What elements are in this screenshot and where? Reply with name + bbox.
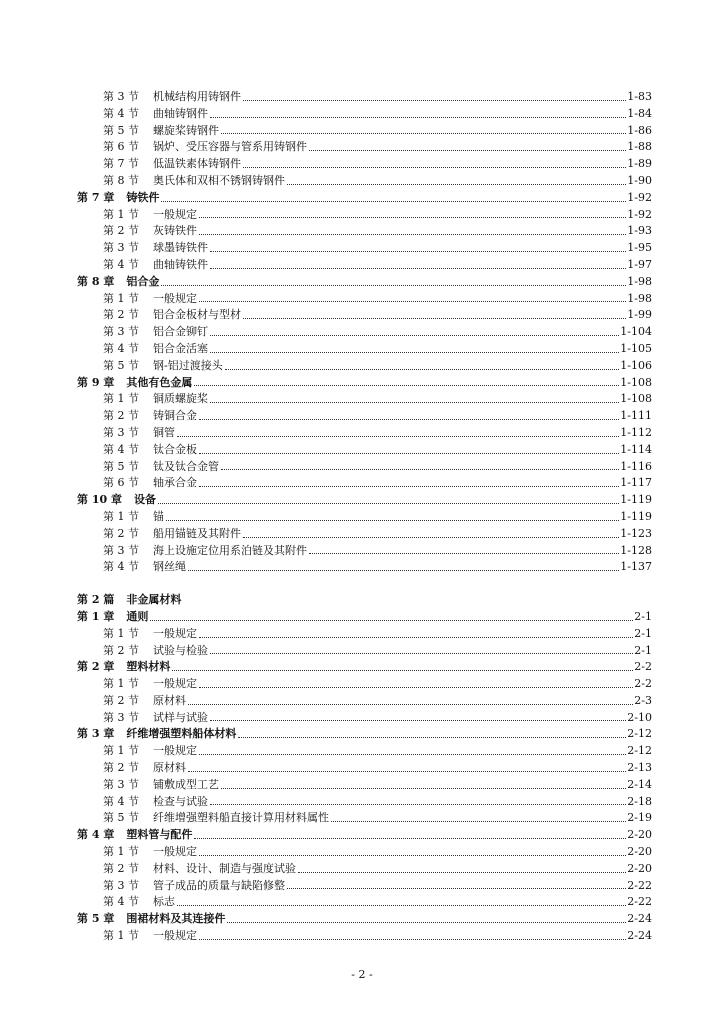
toc-section-entry[interactable] — [0, 676, 724, 693]
dot-leader — [199, 855, 626, 856]
toc-section-title: 低温铁素体铸钢件 — [153, 157, 241, 171]
toc-chapter-number: 第 5 章 — [77, 912, 115, 926]
toc-section-title: 原材料 — [153, 761, 186, 775]
toc-section-title: 管子成品的质量与缺陷修整 — [153, 878, 285, 892]
toc-chapter-number: 第 2 章 — [77, 660, 115, 674]
toc-chapter-entry[interactable] — [0, 659, 724, 676]
toc-page-number: 2-10 — [627, 710, 652, 724]
toc-page-number: 2-14 — [627, 777, 652, 791]
toc-section-entry[interactable] — [0, 777, 724, 794]
toc-chapter-entry[interactable] — [0, 274, 724, 291]
dot-leader — [199, 637, 633, 638]
toc-section-entry[interactable] — [0, 810, 724, 827]
toc-chapter-number: 第 9 章 — [77, 375, 115, 389]
toc-section-number: 第 1 节 — [103, 845, 139, 859]
toc-page-number: 1-114 — [620, 442, 652, 456]
dot-leader — [210, 402, 619, 403]
dot-leader — [221, 469, 619, 470]
toc-page-number: 1-104 — [620, 325, 652, 339]
toc-chapter-entry[interactable] — [0, 911, 724, 928]
toc-page-number: 1-112 — [620, 425, 652, 439]
toc-section-entry[interactable] — [0, 358, 724, 375]
toc-section-entry[interactable] — [0, 710, 724, 727]
toc-chapter-title: 围裙材料及其连接件 — [126, 912, 226, 926]
dot-leader — [210, 804, 626, 805]
toc-section-entry[interactable] — [0, 408, 724, 425]
toc-section-entry[interactable] — [0, 341, 724, 358]
toc-section-entry[interactable] — [0, 475, 724, 492]
toc-section-title: 一般规定 — [153, 626, 197, 640]
toc-page-number: 1-98 — [627, 274, 652, 288]
toc-section-title: 原材料 — [153, 693, 186, 707]
toc-page-number: 1-137 — [620, 560, 652, 574]
toc-page-number: 1-105 — [620, 341, 652, 355]
toc-section-title: 试样与试验 — [153, 710, 208, 724]
toc-section-number: 第 3 节 — [103, 90, 139, 103]
toc-section-entry[interactable] — [0, 878, 724, 895]
dot-leader — [188, 570, 619, 571]
toc-section-title: 曲轴铸钢件 — [153, 106, 208, 120]
toc-page-number: 1-128 — [620, 543, 652, 557]
toc-section-title: 铝合金活塞 — [153, 341, 208, 355]
dot-leader — [287, 184, 626, 185]
toc-chapter-title: 塑料材料 — [126, 660, 171, 674]
toc-section-title: 铜管 — [153, 425, 175, 439]
dot-leader — [166, 520, 619, 521]
toc-chapter-title: 设备 — [133, 493, 156, 507]
toc-section-entry[interactable] — [0, 240, 724, 257]
toc-section-entry[interactable] — [0, 794, 724, 811]
toc-part-title: 非金属材料 — [126, 593, 182, 607]
toc-section-number: 第 2 节 — [103, 308, 139, 322]
dot-leader — [210, 335, 619, 336]
toc-page-number: 1-111 — [620, 409, 652, 423]
dot-leader — [210, 268, 626, 269]
toc-page-number: 1-97 — [627, 257, 652, 271]
dot-leader — [199, 453, 619, 454]
toc-page-number: 1-92 — [627, 207, 652, 221]
toc-page-number: 1-93 — [627, 224, 652, 238]
toc-section-number: 第 4 节 — [103, 442, 139, 456]
table-of-contents — [0, 89, 724, 945]
toc-section-title: 一般规定 — [153, 291, 197, 305]
dot-leader — [309, 150, 626, 151]
toc-chapter-number: 第 1 章 — [77, 609, 115, 623]
dot-leader — [199, 301, 626, 302]
dot-leader — [227, 922, 626, 923]
toc-section-title: 奥氏体和双相不锈钢铸钢件 — [153, 173, 285, 187]
toc-chapter-title: 其他有色金属 — [126, 375, 193, 389]
toc-chapter-entry[interactable] — [0, 726, 724, 743]
dot-leader — [243, 537, 619, 538]
toc-section-title: 铝合金铆钉 — [153, 325, 208, 339]
toc-page-number: 1-106 — [620, 358, 652, 372]
dot-leader — [199, 486, 619, 487]
toc-page-number: 1-92 — [627, 190, 652, 204]
dot-leader — [194, 838, 626, 839]
toc-section-entry[interactable] — [0, 442, 724, 459]
toc-section-number: 第 6 节 — [103, 476, 139, 490]
toc-section-number: 第 2 节 — [103, 409, 139, 423]
toc-section-title: 铸铜合金 — [153, 409, 197, 423]
toc-page-number: 1-99 — [627, 308, 652, 322]
toc-section-number: 第 3 节 — [103, 241, 139, 255]
toc-page-number: 1-95 — [627, 241, 652, 255]
toc-chapter-number: 第 4 章 — [77, 828, 115, 842]
dot-leader — [221, 133, 626, 134]
dot-leader — [150, 620, 633, 621]
toc-section-number: 第 2 节 — [103, 693, 139, 707]
toc-section-title: 灰铸铁件 — [153, 224, 197, 238]
toc-section-title: 铝合金板材与型材 — [153, 308, 241, 322]
toc-section-entry[interactable] — [0, 173, 724, 190]
toc-section-number: 第 4 节 — [103, 341, 139, 355]
dot-leader — [194, 385, 619, 386]
toc-chapter-title: 铸铁件 — [126, 190, 160, 204]
toc-section-entry[interactable] — [0, 223, 724, 240]
toc-section-title: 一般规定 — [153, 845, 197, 859]
dot-leader — [199, 687, 633, 688]
toc-page-number: 2-22 — [627, 895, 652, 909]
dot-leader — [199, 419, 619, 420]
toc-page-number: 1-89 — [627, 157, 652, 171]
dot-leader — [158, 503, 619, 504]
toc-chapter-number: 第 10 章 — [77, 493, 122, 507]
toc-section-title: 船用锚链及其附件 — [153, 526, 241, 540]
toc-page-number: 2-19 — [627, 811, 652, 825]
toc-chapter-entry[interactable] — [0, 375, 724, 392]
toc-page-number: 2-18 — [627, 794, 652, 808]
toc-section-entry[interactable] — [0, 106, 724, 123]
toc-section-number: 第 4 节 — [103, 895, 139, 909]
toc-section-title: 一般规定 — [153, 207, 197, 221]
toc-page-number: 2-13 — [627, 761, 652, 775]
dot-leader — [243, 100, 626, 101]
dot-leader — [221, 788, 626, 789]
toc-section-number: 第 1 节 — [103, 291, 139, 305]
toc-section-title: 钛及钛合金管 — [153, 459, 219, 473]
dot-leader — [188, 771, 626, 772]
toc-section-entry[interactable] — [0, 743, 724, 760]
toc-section-entry[interactable] — [0, 291, 724, 308]
toc-page-number: 1-119 — [620, 509, 652, 523]
toc-section-number: 第 7 节 — [103, 157, 139, 171]
toc-page-number: 1-83 — [627, 90, 652, 103]
toc-part-number: 第 2 篇 — [77, 593, 115, 607]
toc-page-number: 2-20 — [627, 861, 652, 875]
toc-section-number: 第 5 节 — [103, 811, 139, 825]
dot-leader — [210, 117, 626, 118]
dot-leader — [172, 670, 633, 671]
toc-page-number: 2-12 — [627, 744, 652, 758]
toc-section-number: 第 2 节 — [103, 861, 139, 875]
toc-section-number: 第 3 节 — [103, 777, 139, 791]
toc-page-number: 2-20 — [627, 828, 652, 842]
page-number: - 2 - — [351, 968, 373, 981]
dot-leader — [331, 821, 626, 822]
toc-section-entry[interactable] — [0, 693, 724, 710]
toc-section-number: 第 6 节 — [103, 140, 139, 154]
toc-section-entry[interactable] — [0, 844, 724, 861]
toc-section-number: 第 5 节 — [103, 123, 139, 137]
toc-page-number: 1-117 — [620, 476, 652, 490]
toc-chapter-number: 第 7 章 — [77, 190, 115, 204]
toc-section-number: 第 2 节 — [103, 224, 139, 238]
dot-leader — [161, 285, 626, 286]
toc-section-title: 球墨铸铁件 — [153, 241, 208, 255]
toc-section-entry[interactable] — [0, 526, 724, 543]
toc-page-number: 1-84 — [627, 106, 652, 120]
toc-section-entry[interactable] — [0, 643, 724, 660]
toc-section-number: 第 3 节 — [103, 878, 139, 892]
dot-leader — [309, 553, 619, 554]
toc-section-entry[interactable] — [0, 509, 724, 526]
toc-section-entry[interactable] — [0, 861, 724, 878]
toc-chapter-number: 第 3 章 — [77, 727, 115, 741]
toc-section-number: 第 1 节 — [103, 929, 139, 943]
dot-leader — [199, 217, 626, 218]
toc-chapter-entry[interactable] — [0, 827, 724, 844]
dot-leader — [225, 369, 620, 370]
toc-section-entry[interactable] — [0, 559, 724, 576]
dot-leader — [177, 905, 626, 906]
toc-section-title: 螺旋桨铸钢件 — [153, 123, 219, 137]
toc-section-number: 第 8 节 — [103, 173, 139, 187]
toc-page-number: 1-86 — [627, 123, 652, 137]
dot-leader — [177, 436, 619, 437]
toc-section-entry[interactable] — [0, 89, 724, 106]
toc-page-number: 2-24 — [627, 929, 652, 943]
toc-section-entry[interactable] — [0, 156, 724, 173]
toc-section-entry[interactable] — [0, 207, 724, 224]
toc-section-number: 第 1 节 — [103, 626, 139, 640]
dot-leader — [243, 318, 626, 319]
dot-leader — [238, 737, 626, 738]
toc-page-number: 2-1 — [634, 609, 652, 623]
toc-section-title: 材料、设计、制造与强度试验 — [153, 861, 296, 875]
toc-section-entry[interactable] — [0, 928, 724, 945]
toc-section-entry[interactable] — [0, 123, 724, 140]
toc-section-number: 第 3 节 — [103, 325, 139, 339]
toc-page-number: 2-2 — [634, 677, 652, 691]
toc-section-entry[interactable] — [0, 894, 724, 911]
toc-chapter-entry[interactable] — [0, 190, 724, 207]
toc-chapter-title: 纤维增强塑料船体材料 — [126, 727, 237, 741]
dot-leader — [298, 872, 626, 873]
toc-section-title: 一般规定 — [153, 744, 197, 758]
toc-section-title: 铺敷成型工艺 — [153, 777, 219, 791]
toc-section-entry[interactable] — [0, 257, 724, 274]
toc-page-number: 1-116 — [620, 459, 652, 473]
toc-section-number: 第 3 节 — [103, 710, 139, 724]
toc-section-entry[interactable] — [0, 307, 724, 324]
toc-page-number: 2-2 — [634, 660, 652, 674]
toc-section-number: 第 4 节 — [103, 257, 139, 271]
toc-section-entry[interactable] — [0, 543, 724, 560]
dot-leader — [210, 251, 626, 252]
toc-section-number: 第 3 节 — [103, 543, 139, 557]
toc-page-number: 2-3 — [634, 693, 652, 707]
dot-leader — [188, 704, 633, 705]
toc-section-number: 第 1 节 — [103, 744, 139, 758]
toc-section-number: 第 2 节 — [103, 643, 139, 657]
toc-page-number: 1-123 — [620, 526, 652, 540]
toc-page-number: 2-20 — [627, 845, 652, 859]
toc-page-number: 1-108 — [620, 392, 652, 406]
toc-section-number: 第 4 节 — [103, 560, 139, 574]
dot-leader — [210, 352, 619, 353]
toc-chapter-title: 塑料管与配件 — [126, 828, 193, 842]
toc-section-title: 机械结构用铸钢件 — [153, 90, 241, 103]
toc-section-number: 第 2 节 — [103, 761, 139, 775]
toc-page-number: 1-88 — [627, 140, 652, 154]
toc-section-number: 第 1 节 — [103, 207, 139, 221]
toc-chapter-entry[interactable] — [0, 492, 724, 509]
toc-section-title: 钢-铝过渡接头 — [153, 358, 223, 372]
toc-page-number: 2-12 — [627, 727, 652, 741]
toc-section-number: 第 5 节 — [103, 358, 139, 372]
toc-page-number: 1-90 — [627, 173, 652, 187]
toc-section-number: 第 4 节 — [103, 794, 139, 808]
dot-leader — [210, 720, 626, 721]
toc-page-number: 2-1 — [634, 643, 652, 657]
toc-section-number: 第 4 节 — [103, 106, 139, 120]
toc-section-number: 第 2 节 — [103, 526, 139, 540]
toc-section-title: 轴承合金 — [153, 476, 197, 490]
toc-chapter-entry[interactable] — [0, 609, 724, 626]
toc-section-entry[interactable] — [0, 139, 724, 156]
toc-page-number: 2-22 — [627, 878, 652, 892]
toc-page-number: 1-98 — [627, 291, 652, 305]
dot-leader — [199, 234, 626, 235]
toc-section-entry[interactable] — [0, 626, 724, 643]
toc-section-title: 钢丝绳 — [153, 560, 186, 574]
toc-page-number: 2-1 — [634, 626, 652, 640]
toc-section-title: 锚 — [153, 509, 164, 523]
toc-section-title: 一般规定 — [153, 677, 197, 691]
toc-section-title: 铜质螺旋桨 — [153, 392, 208, 406]
dot-leader — [161, 201, 626, 202]
toc-chapter-number: 第 8 章 — [77, 274, 115, 288]
toc-section-title: 钛合金板 — [153, 442, 197, 456]
toc-section-title: 曲轴铸铁件 — [153, 257, 208, 271]
dot-leader — [210, 653, 633, 654]
toc-section-title: 一般规定 — [153, 929, 197, 943]
toc-section-entry[interactable] — [0, 459, 724, 476]
toc-section-title: 锅炉、受压容器与管系用铸钢件 — [153, 140, 307, 154]
toc-section-entry[interactable] — [0, 425, 724, 442]
dot-leader — [199, 754, 626, 755]
toc-page-number: 1-119 — [620, 493, 652, 507]
toc-section-entry[interactable] — [0, 391, 724, 408]
toc-section-number: 第 5 节 — [103, 459, 139, 473]
toc-page-number: 2-24 — [627, 912, 652, 926]
dot-leader — [243, 167, 626, 168]
section-gap — [0, 576, 724, 592]
toc-section-title: 海上设施定位用系泊链及其附件 — [153, 543, 307, 557]
toc-section-number: 第 3 节 — [103, 425, 139, 439]
toc-section-number: 第 1 节 — [103, 677, 139, 691]
toc-chapter-title: 通则 — [126, 609, 149, 623]
toc-section-title: 纤维增强塑料船直接计算用材料属性 — [153, 811, 329, 825]
toc-page-number: 1-108 — [620, 375, 652, 389]
toc-section-entry[interactable] — [0, 324, 724, 341]
toc-section-title: 检查与试验 — [153, 794, 208, 808]
toc-section-title: 标志 — [153, 895, 175, 909]
toc-section-title: 试验与检验 — [153, 643, 208, 657]
dot-leader — [287, 888, 626, 889]
toc-part-entry[interactable] — [0, 592, 724, 609]
toc-chapter-title: 铝合金 — [126, 274, 160, 288]
toc-section-entry[interactable] — [0, 760, 724, 777]
toc-section-number: 第 1 节 — [103, 509, 139, 523]
toc-section-number: 第 1 节 — [103, 392, 139, 406]
dot-leader — [199, 939, 626, 940]
